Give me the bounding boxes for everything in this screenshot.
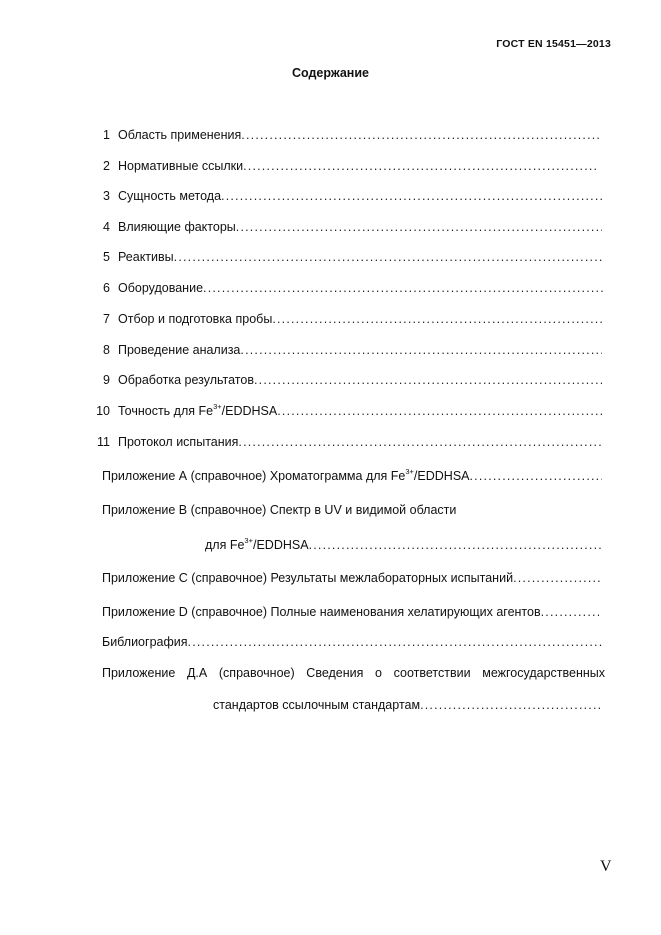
leader-dots: [240, 342, 602, 358]
toc-number: 5: [103, 250, 110, 264]
leader-dots: [513, 570, 602, 586]
leader-dots: [541, 604, 599, 620]
toc-entry-4[interactable]: [0, 219, 661, 235]
leader-dots: [243, 158, 598, 174]
leader-dots: [236, 219, 602, 235]
toc-text: Протокол испытания: [118, 435, 239, 449]
leader-dots: [241, 127, 602, 143]
toc-number: 6: [103, 281, 110, 295]
toc-text: Приложение D (справочное) Полные наименования хелатирующих агентов: [102, 605, 541, 619]
toc-entry-6[interactable]: [0, 280, 661, 296]
toc-entry-3[interactable]: [0, 188, 661, 204]
toc-text: для $Fe^{3+}$/EDDHSA: [205, 537, 309, 552]
toc-number: 3: [103, 189, 110, 203]
toc-text: Обработка результатов: [118, 373, 254, 387]
toc-appendix-b-line2[interactable]: [0, 537, 661, 553]
toc-entry-11[interactable]: [0, 434, 661, 450]
toc-entry-10[interactable]: [0, 403, 661, 419]
toc-text: стандартов ссылочным стандартам: [213, 698, 421, 712]
toc-number: 9: [103, 373, 110, 387]
toc-appendix-da-line1[interactable]: [0, 665, 661, 681]
toc-bibliography[interactable]: [0, 634, 661, 650]
toc-number: 1: [103, 128, 110, 142]
toc-entry-8[interactable]: [0, 342, 661, 358]
toc-number: 4: [103, 220, 110, 234]
toc-text: Точность для $Fe^{3+}$/EDDHSA: [118, 403, 278, 418]
leader-dots: [221, 188, 602, 204]
toc-number: 11: [97, 435, 110, 449]
toc-text: Приложение В (справочное) Спектр в UV и видимой области: [102, 503, 457, 517]
leader-dots: [309, 537, 603, 553]
toc-text: Отбор и подготовка пробы: [118, 312, 273, 326]
toc-text: Приложение С (справочное) Результаты межлабораторных испытаний: [102, 571, 514, 585]
toc-number: 10: [96, 404, 110, 418]
leader-dots: [277, 403, 602, 419]
toc-appendix-a[interactable]: [0, 468, 661, 484]
toc-text: Библиография: [102, 635, 188, 649]
leader-dots: [238, 434, 602, 450]
toc-appendix-da-line2[interactable]: [0, 697, 661, 713]
toc-text: Оборудование: [118, 281, 204, 295]
toc-text: Влияющие факторы: [118, 220, 236, 234]
toc-text: Сущность метода: [118, 189, 222, 203]
toc-entry-1[interactable]: [0, 127, 661, 143]
toc-appendix-b-line1[interactable]: [0, 502, 661, 518]
toc-entry-2[interactable]: [0, 158, 661, 174]
leader-dots: [203, 280, 604, 296]
leader-dots: [272, 311, 602, 327]
toc-entry-7[interactable]: [0, 311, 661, 327]
leader-dots: [420, 697, 602, 713]
toc-text: Приложение Д.А (справочное) Сведения о соответствии межгосударственных: [102, 666, 605, 680]
leader-dots: [174, 249, 602, 265]
toc-appendix-d[interactable]: [0, 604, 661, 620]
document-header: ГОСТ EN 15451—2013: [496, 38, 611, 50]
toc-entry-5[interactable]: [0, 249, 661, 265]
toc-number: 7: [103, 312, 110, 326]
toc-text: Приложение А (справочное) Хроматограмма для $Fe^{3+}$/EDDHSA: [102, 468, 470, 483]
page-number: V: [600, 858, 612, 875]
leader-dots: [470, 468, 603, 484]
toc-appendix-c[interactable]: [0, 570, 661, 586]
leader-dots: [188, 634, 602, 650]
toc-text: Область применения: [118, 128, 242, 142]
toc-number: 2: [103, 159, 110, 173]
toc-entry-9[interactable]: [0, 372, 661, 388]
toc-text: Реактивы: [118, 250, 174, 264]
leader-dots: [254, 372, 602, 388]
toc-number: 8: [103, 343, 110, 357]
toc-text: Нормативные ссылки: [118, 159, 244, 173]
toc-text: Проведение анализа: [118, 343, 241, 357]
page-title: Содержание: [291, 66, 369, 80]
